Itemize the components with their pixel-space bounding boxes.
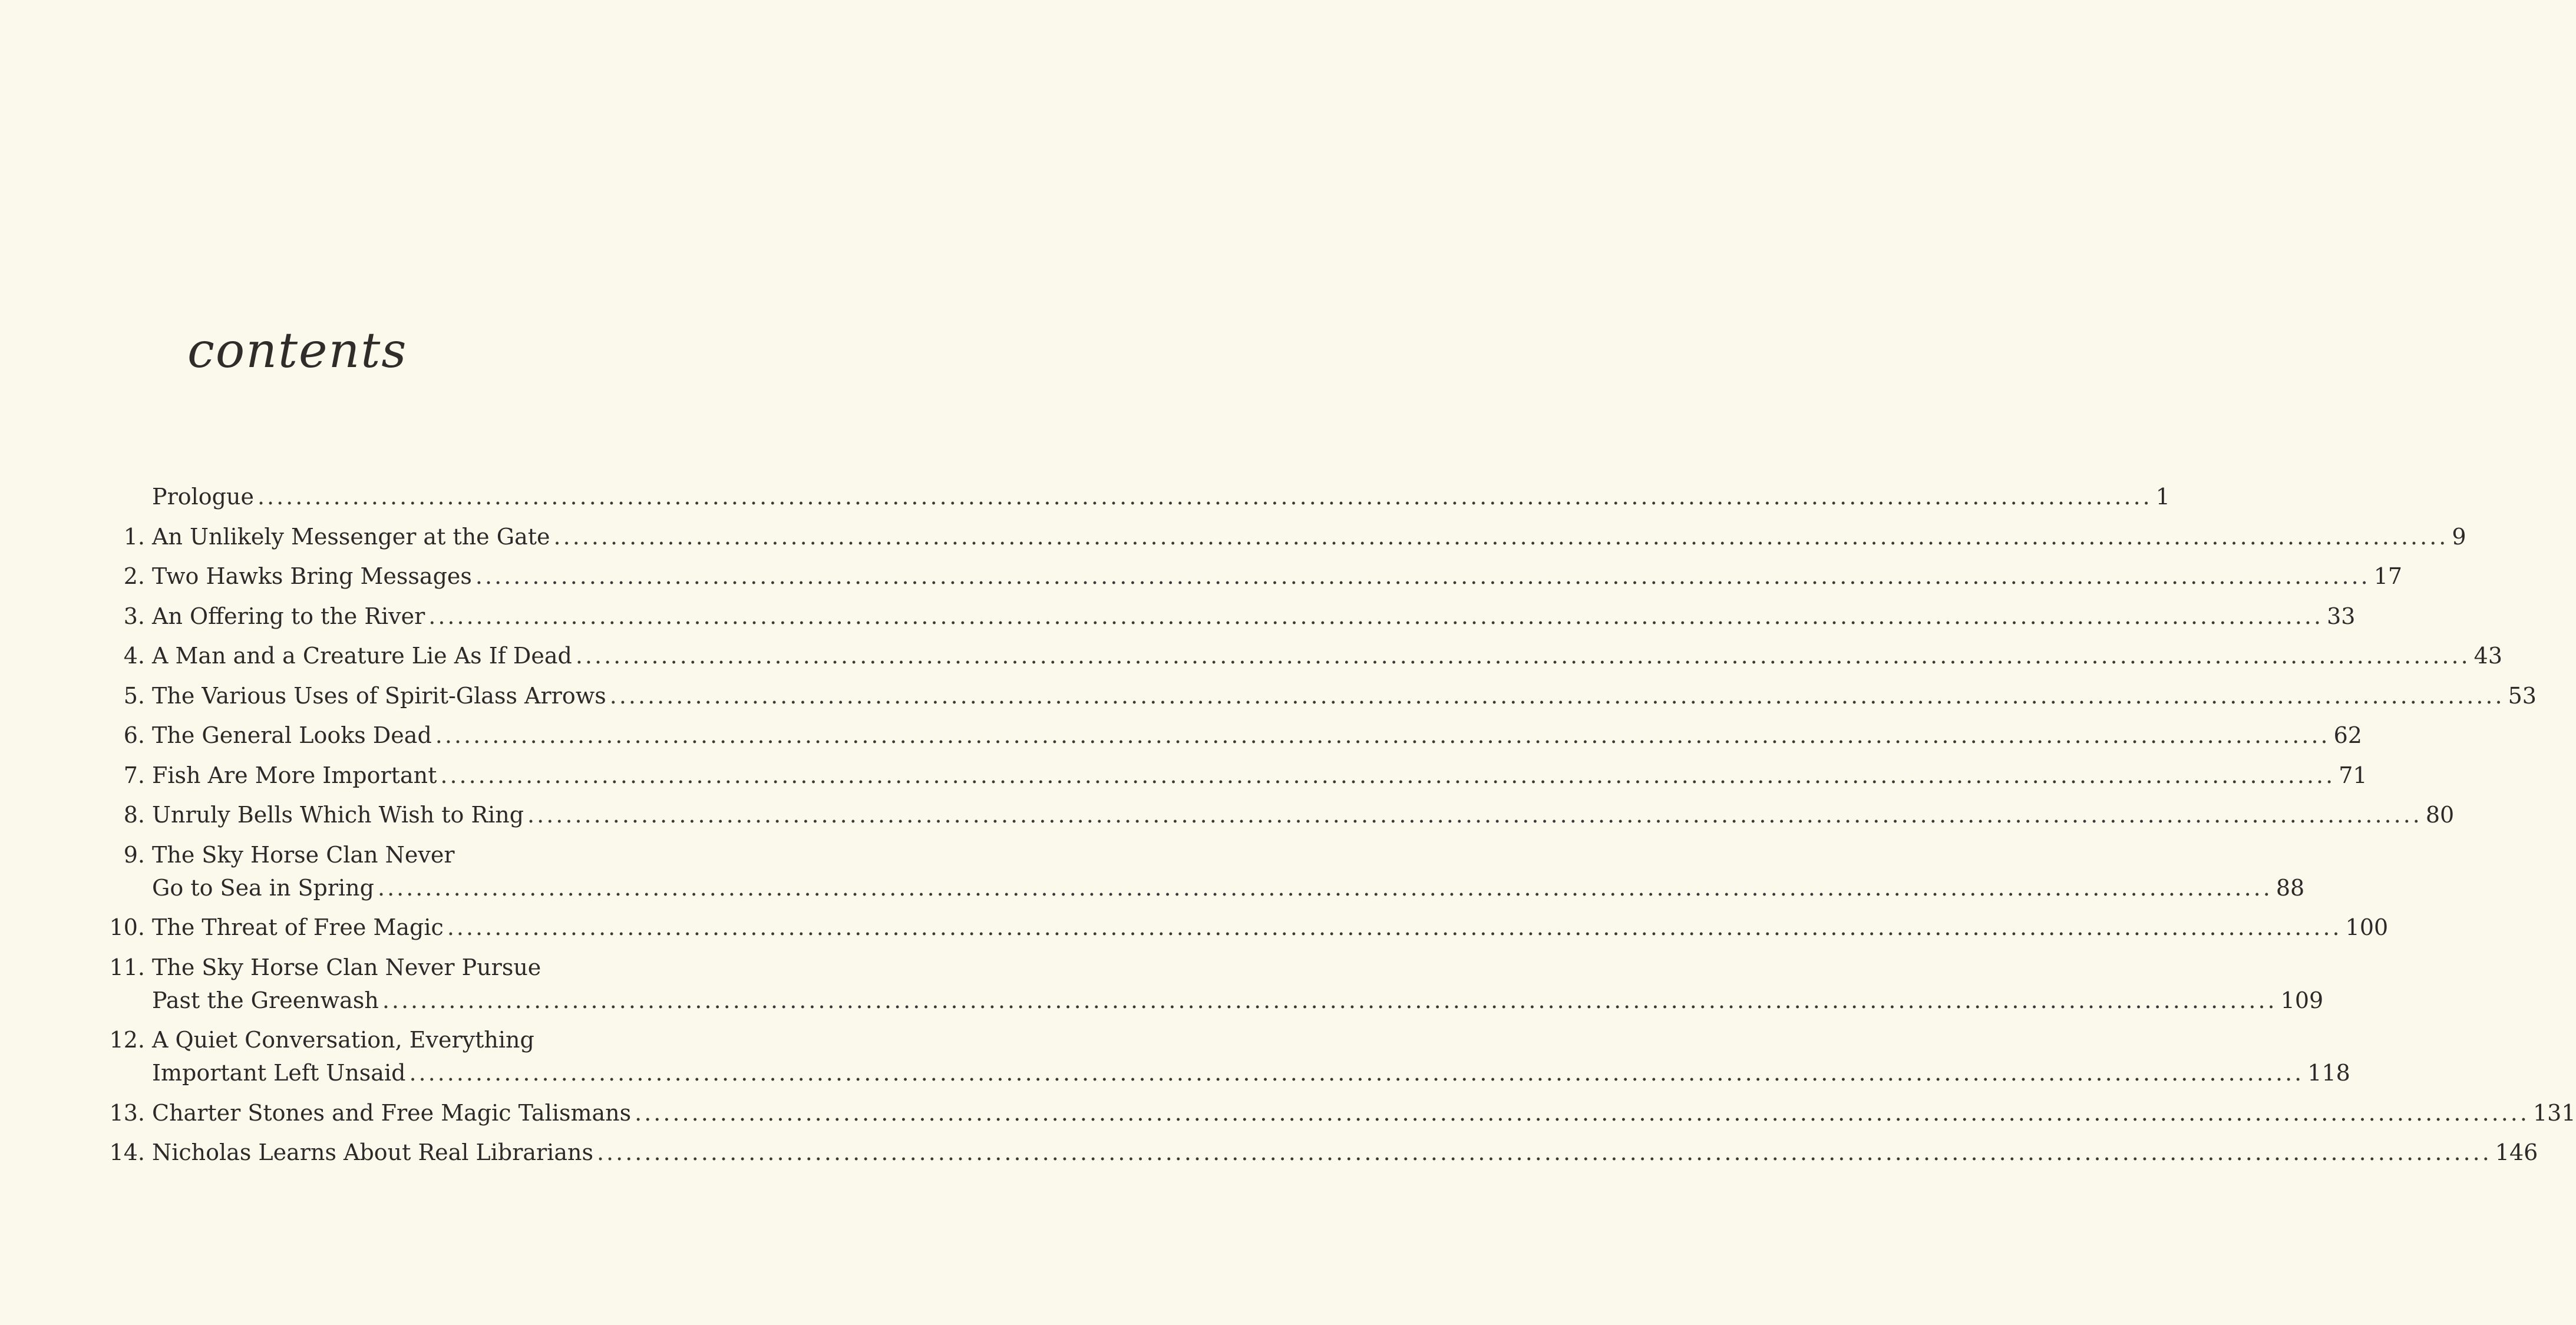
chapter-number: 14.	[109, 1139, 145, 1165]
toc-entry-chapter-11	[90, 951, 2324, 1017]
page-number: 100	[2345, 914, 2389, 940]
chapter-number: 9.	[123, 841, 145, 868]
chapter-number: 5.	[123, 682, 145, 709]
dot-leader: ........................................................................................................................................................................................................	[575, 643, 2471, 669]
dot-leader: ........................................................................................................................................................................................................	[475, 563, 2370, 589]
chapter-title: An Unlikely Messenger at the Gate	[152, 523, 550, 550]
page-number: 118	[2307, 1060, 2350, 1086]
page-number: 53	[2508, 682, 2537, 709]
chapter-title: An Offering to the River	[152, 603, 425, 629]
toc-entry-chapter-4	[90, 639, 2503, 672]
toc-entry-chapter-6	[90, 719, 2362, 752]
page-number: 131	[2532, 1099, 2576, 1126]
chapter-number: 6.	[123, 722, 145, 748]
contents-heading: contents	[187, 323, 408, 379]
toc-entry-chapter-7	[90, 759, 2367, 792]
dot-leader: ........................................................................................................................................................................................................	[440, 762, 2336, 788]
page-number: 109	[2280, 987, 2324, 1013]
toc-entry-chapter-8	[90, 798, 2455, 831]
page-number: 43	[2473, 643, 2503, 669]
chapter-title: The Sky Horse Clan Never	[152, 841, 455, 868]
toc-entry-chapter-14	[90, 1136, 2538, 1169]
chapter-title: The Various Uses of Spirit-Glass Arrows	[152, 682, 606, 709]
toc-entry-chapter-12	[90, 1023, 2350, 1089]
chapter-number: 11.	[109, 954, 145, 980]
chapter-title: The Sky Horse Clan Never Pursue	[152, 954, 541, 980]
chapter-title-continued: Past the Greenwash	[152, 987, 379, 1013]
dot-leader: ........................................................................................................................................................................................................	[527, 802, 2422, 828]
toc-entry-chapter-5	[90, 679, 2537, 712]
chapter-number: 13.	[109, 1099, 145, 1126]
toc-entry-chapter-2	[90, 560, 2403, 593]
chapter-number: 1.	[123, 523, 145, 550]
dot-leader: ........................................................................................................................................................................................................	[377, 874, 2273, 901]
chapter-title: The General Looks Dead	[152, 722, 432, 748]
page-number: 9	[2452, 523, 2466, 550]
chapter-title-continued: Go to Sea in Spring	[152, 874, 374, 901]
dot-leader: ........................................................................................................................................................................................................	[257, 484, 2152, 510]
dot-leader: ........................................................................................................................................................................................................	[447, 914, 2342, 940]
page-number: 146	[2495, 1139, 2538, 1165]
chapter-number: 3.	[123, 603, 145, 629]
chapter-title: A Quiet Conversation, Everything	[152, 1027, 534, 1053]
dot-leader: ........................................................................................................................................................................................................	[635, 1099, 2529, 1126]
page-number: 88	[2276, 874, 2305, 901]
dot-leader: ........................................................................................................................................................................................................	[609, 682, 2505, 709]
chapter-number: 2.	[123, 563, 145, 589]
dot-leader: ........................................................................................................................................................................................................	[596, 1139, 2492, 1165]
table-of-contents	[90, 480, 2576, 1176]
dot-leader: ........................................................................................................................................................................................................	[435, 722, 2330, 748]
dot-leader: ........................................................................................................................................................................................................	[553, 523, 2449, 550]
chapter-title: Fish Are More Important	[152, 762, 437, 788]
dot-leader: ........................................................................................................................................................................................................	[382, 987, 2277, 1013]
toc-entry-chapter-13	[90, 1096, 2576, 1129]
chapter-title: The Threat of Free Magic	[152, 914, 444, 940]
toc-entry-chapter-1	[90, 520, 2466, 553]
chapter-title: Two Hawks Bring Messages	[152, 563, 472, 589]
page-number: 62	[2333, 722, 2362, 748]
chapter-title: Nicholas Learns About Real Librarians	[152, 1139, 593, 1165]
chapter-title: Prologue	[152, 484, 254, 510]
page-number: 1	[2155, 484, 2170, 510]
chapter-title: A Man and a Creature Lie As If Dead	[152, 643, 572, 669]
toc-entry-prologue	[90, 480, 2170, 513]
page-number: 33	[2327, 603, 2356, 629]
toc-entry-chapter-9	[90, 838, 2305, 904]
chapter-number: 8.	[123, 802, 145, 828]
chapter-number: 7.	[123, 762, 145, 788]
toc-entry-chapter-10	[90, 911, 2389, 944]
toc-entry-chapter-3	[90, 600, 2356, 633]
dot-leader: ........................................................................................................................................................................................................	[409, 1060, 2304, 1086]
page-number: 17	[2373, 563, 2403, 589]
page-number: 80	[2425, 802, 2455, 828]
chapter-title: Unruly Bells Which Wish to Ring	[152, 802, 524, 828]
chapter-title: Charter Stones and Free Magic Talismans	[152, 1099, 632, 1126]
dot-leader: ........................................................................................................................................................................................................	[428, 603, 2324, 629]
chapter-number: 4.	[123, 643, 145, 669]
chapter-number: 10.	[109, 914, 145, 940]
page-number: 71	[2339, 762, 2367, 788]
chapter-title-continued: Important Left Unsaid	[152, 1060, 406, 1086]
chapter-number: 12.	[109, 1027, 145, 1053]
